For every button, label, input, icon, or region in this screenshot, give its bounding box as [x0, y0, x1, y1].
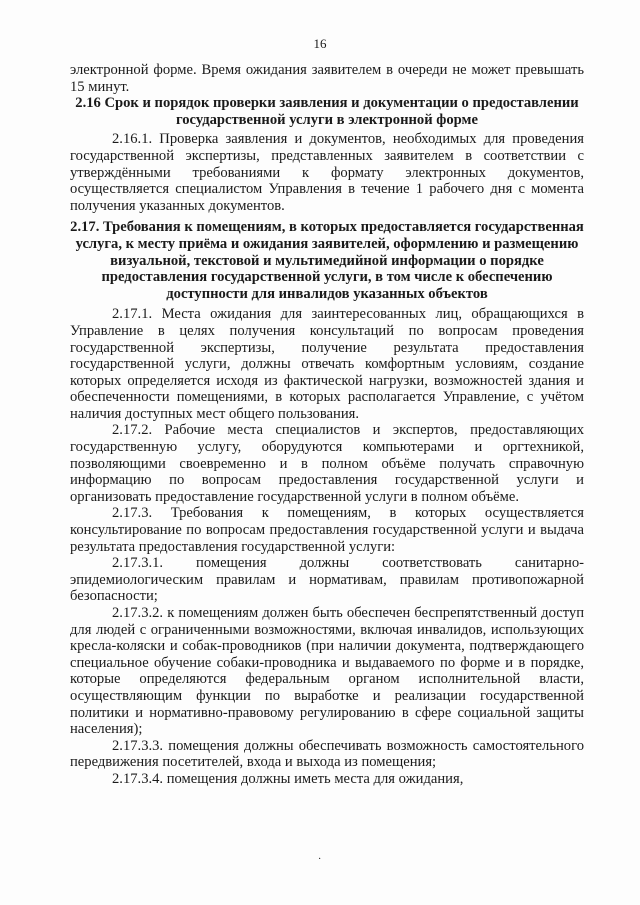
paragraph-2-17-3-1: 2.17.3.1. помещения должны соответствовать санитарно-эпидемиологическим правилам и нормативам, правилам противопожарной безопасности;	[70, 555, 584, 605]
paragraph-2-17-3-3: 2.17.3.3. помещения должны обеспечивать возможность самостоятельного передвижения посетителей, входа и выхода из помещения;	[70, 737, 584, 771]
document-body	[70, 62, 584, 788]
paragraph-2-17-3-2: 2.17.3.2. к помещениям должен быть обеспечен беспрепятственный доступ для людей с ограниченными возможностями, включая инвалидов, использующих кресла-коляски и собак-проводников (при наличии документа, подтверждающего специальное обучение собаки-проводника и выдаваемого по форме и в порядке, которые определяются федеральным органом исполнительной власти, осуществляющим функции по выработке и реализации государственной политики и нормативно-правовому регулированию в сфере социальной защиты населения);	[70, 605, 584, 738]
paragraph-2-16-1: 2.16.1. Проверка заявления и документов, необходимых для проведения государственной экспертизы, представленных заявителем в соответствии с утверждёнными требованиями к формату электронных документов, осуществляется специалистом Управления в течение 1 рабочего дня с момента получения указанных документов.	[70, 131, 584, 214]
paragraph-2-17-1: 2.17.1. Места ожидания для заинтересованных лиц, обращающихся в Управление в целях получения консультаций по вопросам проведения государственной экспертизы, получение результата предоставления государственной услуги, должны отвечать комфортным условиям, создание которых определяется исходя из фактической нагрузки, возможностей здания и обеспеченности помещениями, в которых располагается Управление, с учётом наличия доступных мест общего пользования.	[70, 306, 584, 422]
scan-speck: ·	[318, 854, 322, 865]
paragraph-2-17-3-4: 2.17.3.4. помещения должны иметь места для ожидания,	[112, 770, 464, 787]
page-number: 16	[313, 36, 327, 51]
section-heading-2-16: 2.16 Срок и порядок проверки заявления и документации о предоставлении государственной услуги в электронной форме	[75, 95, 579, 128]
paragraph-continuation: электронной форме. Время ожидания заявителем в очереди не может превышать 15 минут.	[70, 62, 584, 95]
section-heading-2-17: 2.17. Требования к помещениям, в которых предоставляется государственная услуга, к месту приёма и ожидания заявителей, оформлению и размещению визуальной, текстовой и мультимедийной информации о порядке предоставления государственной услуги, в том числе к обеспечению доступности для инвалидов указанных объектов	[70, 219, 584, 302]
paragraph-2-17-3: 2.17.3. Требования к помещениям, в которых осуществляется консультирование по вопросам предоставления государственной услуги и выдача результата предоставления государственной услуги:	[70, 505, 584, 555]
paragraph-2-17-2: 2.17.2. Рабочие места специалистов и экспертов, предоставляющих государственную услугу, оборудуются компьютерами и оргтехникой, позволяющими своевременно и в полном объёме получать справочную информацию по вопросам предоставления государственной услуги и организовать предоставление государственной услуги в полном объёме.	[70, 422, 584, 505]
